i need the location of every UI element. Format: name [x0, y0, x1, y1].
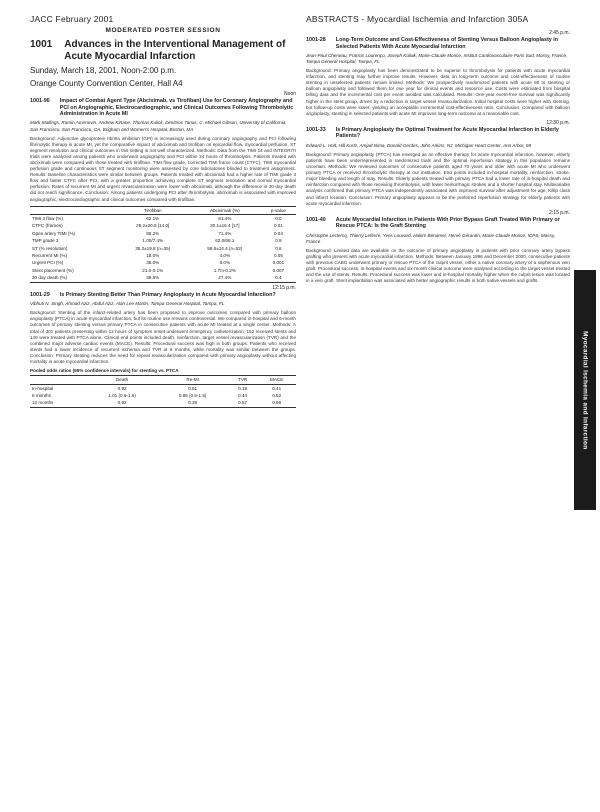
- abstract-body: Background: Primary angioplasty has been demonstrated to be superior to thrombolysis for patients with acute myocardial infarction, and stenting may further improve results. However, data on long-term outcome and cost-effectiveness of routine stenting in unselected patients remain limited. Methods: We prospectively randomized patients with acute MI to stenting or balloon angioplasty and followed them for one year for clinical events and resource use. Costs were estimated from hospital billing data and the incremental cost per event avoided was calculated. Results: One-year event-free survival was significantly higher in the stent group, driven by a reduction in target vessel revascularization. Initial hospital costs were higher with stenting, but follow-up costs were lower, yielding an acceptable incremental cost-effectiveness ratio. Conclusion: Compared with balloon angioplasty, stenting in selected patients with acute MI improves long-term outcome at a reasonable cost.: [306, 68, 570, 116]
- table-cell: 35.0%: [146, 260, 160, 266]
- table-cell: 4.0%: [219, 253, 231, 259]
- abstract-number: 1001-29: [30, 291, 50, 298]
- table-cell: 0.44: [238, 393, 248, 399]
- table-row: [30, 237, 296, 244]
- table-title: Pooled odds ratios (95% confidence intervals) for stenting vs. PTCA: [30, 368, 179, 374]
- table-cell: Stent placement (%): [32, 267, 74, 273]
- table-cell: Urgent PCI (%): [32, 260, 64, 266]
- abstract-time: 12:30 p.m.: [546, 119, 570, 126]
- table-cell: 18.0%: [146, 253, 160, 259]
- abstract-body: Background: Adjunctive glycoprotein IIb/IIIa inhibition (GPI) is increasingly used during coronary angiography and PCI following fibrinolytic therapy in acute MI, yet the comparative impact of abciximab and tirofiban on epicardial flow, myocardial perfusion, ST segment resolution and clinical outcomes in this setting is not well characterized. Methods: Data from the TIMI 14 and INTEGRITI trials were analyzed among patients who underwent angiography and PCI within 24 hours of thrombolysis. Patients treated with abciximab were compared with those treated with tirofiban. TIMI flow grade, corrected TIMI frame count (CTFC), TIMI myocardial perfusion grade and continuous ST segment monitoring were assessed by core laboratories blinded to treatment assignment. Results: Baseline characteristics were similar between groups. Patients treated with abciximab had a higher rate of TIMI grade 3 flow and faster CTFC after PCI, with a greater proportion achieving complete ST segment resolution and normal myocardial perfusion. Rates of recurrent MI and urgent revascularization were lower with abciximab, although the difference in 30-day death did not reach significance. Conclusion: Among patients undergoing PCI after thrombolysis, abciximab is associated with improved angiographic, electrocardiographic and clinical outcomes compared with tirofiban.: [30, 135, 296, 202]
- abstract-title: Acute Myocardial Infarction in Patients With Prior Bypass Graft Treated With Primary or Rescue PTCA: Is the Graft Stenting: [335, 216, 560, 230]
- abstract-authors: Jean-Paul Cheneau, Francis Lourenço, Joseph Kuliak, Marie-Claude Morice, Institut Cardiovasculaire Paris Sud, Massy, France, Tampa General Hospital, Tampa, FL: [306, 52, 568, 64]
- abstract-1001-28: [306, 37, 570, 117]
- abstract-title: Is Primary Stenting Better Than Primary Angioplasty in Acute Myocardial Infarction?: [59, 291, 276, 298]
- table-cell: 81.4%: [218, 216, 232, 222]
- abstract-time: 2:15 p.m.: [549, 209, 570, 216]
- table-header-row: [30, 206, 296, 214]
- table-cell: 30 day death (%): [30, 274, 117, 282]
- table-header-cell: [30, 206, 117, 214]
- table-cell: ST (% resolution): [32, 245, 68, 251]
- abstract-body: Background: Limited data are available on the outcome of primary angioplasty in patients with prior coronary artery bypass grafting who present with acute myocardial infarction. Methods: Between January 1996 and December 2000, consecutive patients with previous CABG underwent primary or rescue PTCA of the culprit vessel, either a native coronary artery or a saphenous vein graft. Procedural success, in-hospital events and six-month clinical outcome were analysed according to the target vessel treated and the use of stents. Results: Procedural success was lower and in-hospital mortality higher when the culprit lesion was located in a vein graft. Stent implantation was associated with better angiographic results in both native vessels and grafts.: [306, 247, 570, 284]
- abstract-title: Is Primary Angioplasty the Optimal Treatment for Acute Myocardial Infarction in Elderly Patients?: [335, 126, 559, 140]
- running-header-right: ABSTRACTS - Myocardial Ischemia and Infarction 305A: [306, 14, 529, 24]
- abstract-number: 1001-28: [306, 37, 326, 44]
- table-cell: 6 months: [32, 393, 51, 399]
- table-row: [30, 384, 296, 392]
- table-cell: 88.2%: [146, 230, 160, 236]
- abstract-authors: Vibhuti N. Singh, Ahmad Aziz, Abdul Aziz, Alan Lee Martin, Tampa General Hospital, Tampa, FL: [30, 301, 225, 307]
- table-cell: TIMI 3 flow (%): [32, 216, 63, 222]
- table-header-cell: Abciximab (%): [189, 206, 261, 214]
- session-datetime: Sunday, March 18, 2001, Noon-2:00 p.m.: [30, 66, 177, 76]
- table-cell: 0.04: [273, 230, 283, 236]
- table-header-cell: Re-MI: [157, 376, 228, 384]
- table-cell: 0.9: [275, 238, 282, 244]
- abstract-authors: Edward L. Holt, Hill Kurtz, Amjad Nima, Donald Gerdes, John Arkins, NJ, Michigan Heart Center, Ann Arbor, MI: [306, 142, 532, 148]
- abstract-authors: Christophe Leclercq, Thierry Lefèvre, Yves Louvard, Hakim Benamer, Hervé Gérardin, Marie-Claude Morice, ICPS, Massy, France: [306, 232, 556, 244]
- table-cell: 0.85 (0.5-1.5): [178, 393, 207, 399]
- table-cell: 36.6%: [117, 274, 189, 282]
- table-cell: 0.41: [272, 385, 282, 391]
- table-cell: 0.51: [188, 385, 198, 391]
- table-cell: 20.1±16.4 [17]: [210, 223, 240, 229]
- table-cell: Open artery TIMI (%): [32, 230, 76, 236]
- abstract-1001-29: [30, 292, 296, 408]
- table-cell: 12 months: [30, 399, 87, 407]
- side-tab-label: Myocardial Ischemia and Infarction: [581, 330, 589, 450]
- table-cell: 8.0%: [219, 260, 231, 266]
- abstract-time: 2:45 p.m.: [549, 30, 570, 36]
- abstract-authors: Mark Stallings, Ramin Amirnovin, Andrew Kirtane, Thomas Kulick, Dimitrios Tanas, C. Michael Gibson, University of California, San Francisco, San Francisco, CA, Brigham and Women's Hospital, Boston, MA: [30, 120, 287, 132]
- table-cell: 71.4%: [218, 230, 232, 236]
- table-cell: 0.92: [87, 399, 158, 407]
- abstract-time: Noon: [284, 91, 296, 98]
- table-row: [30, 267, 296, 274]
- table-cell: 0.29: [157, 399, 228, 407]
- table-row: [30, 222, 296, 229]
- table-cell: 62.0/68.1: [215, 238, 235, 244]
- table-cell: 59.6±14.4 (n=52): [207, 245, 243, 251]
- table-cell: 0.01: [273, 223, 283, 229]
- table-cell: 0.52: [272, 393, 282, 399]
- session-number: 1001: [30, 39, 53, 51]
- odds-ratio-table: [30, 375, 296, 408]
- session-header: [30, 39, 296, 63]
- table-cell: 0.0: [275, 216, 282, 222]
- abstract-number: 1001-40: [306, 216, 326, 223]
- table-cell: 0.4: [261, 274, 296, 282]
- session-label: MODERATED POSTER SESSION: [105, 27, 221, 34]
- table-row: [30, 392, 296, 399]
- table-row: [30, 399, 296, 407]
- outcome-table: [30, 206, 296, 283]
- table-row: [30, 259, 296, 266]
- table-header-cell: [30, 376, 87, 384]
- abstract-time: 12:15 p.m.: [272, 284, 296, 291]
- abstract-number: 1001-33: [306, 126, 326, 133]
- table-row: [30, 252, 296, 259]
- abstract-number: 1001-96: [30, 98, 50, 105]
- table-cell: 1.00/7.4%: [142, 238, 164, 244]
- table-cell: 25.2±20.8 [14.0]: [136, 223, 170, 229]
- running-header-left: JACC February 2001: [30, 14, 114, 24]
- abstract-body: Background: Primary angioplasty (PTCA) has emerged as an effective therapy for acute myocardial infarction, however, elderly patients have been underrepresented in randomized trials and the optimal reperfusion strategy in this population remains uncertain. Methods: We reviewed outcomes of consecutive patients aged 70 years and older with acute MI who underwent primary PTCA or received thrombolytic therapy at our institution. End points included in-hospital mortality, reinfarction, stroke, major bleeding and length of stay. Results: Elderly patients treated with primary PTCA had a lower rate of in-hospital death and reinfarction compared with those receiving thrombolysis, with fewer hemorrhagic strokes and a shorter hospital stay. Multivariable analysis confirmed that primary PTCA was independently associated with improved survival after adjustment for age, Killip class and infarct location. Conclusion: Primary angioplasty appears to be the preferred reperfusion strategy for elderly patients with acute myocardial infarction.: [306, 151, 570, 206]
- abstract-1001-40: [306, 217, 570, 285]
- table-cell: 35.2±19.8 (n=35): [135, 245, 171, 251]
- table-row: [30, 245, 296, 252]
- table-cell: TMP grade 3: [32, 238, 59, 244]
- table-cell: 0.92: [117, 385, 127, 391]
- session-title: Advances in the Interventional Management of Acute Myocardial Infarction: [64, 39, 286, 63]
- table-header-cell: MACE: [257, 376, 296, 384]
- table-header-cell: Tirofiban: [117, 206, 189, 214]
- table-cell: 0.19: [238, 385, 248, 391]
- table-cell: 0.05: [273, 253, 283, 259]
- abstract-body: Background: Stenting of the infarct-related artery has been proposed to improve outcomes compared with primary balloon angioplasty (PTCA) in acute myocardial infarction, but its routine use remains controversial. We compared in-hospital and 6-month outcomes of primary stenting versus primary PTCA in consecutive patients with acute MI treated at a single center. Methods: A total of 301 patients presenting within 12 hours of symptom onset underwent emergency catheterization; 152 received stents and 149 were treated with PTCA alone. Clinical end points included death, reinfarction, target vessel revascularization (TVR) and the combined major adverse cardiac events (MACE). Results: Procedural success was high in both groups. Patients who received stents had a lower incidence of recurrent ischemia and TVR at 6 months, while mortality was similar between the groups. Conclusion: Primary stenting reduces the need for repeat revascularization compared with primary angioplasty without affecting mortality in acute myocardial infarction.: [30, 310, 296, 365]
- table-cell: 0.68: [257, 399, 296, 407]
- table-cell: 27.4%: [189, 274, 261, 282]
- table-cell: 0.007: [272, 267, 285, 273]
- table-cell: 0.001: [272, 260, 285, 266]
- table-row: [30, 230, 296, 237]
- table-header-cell: p-value: [261, 206, 296, 214]
- table-cell: 1.7m-0.2%: [213, 267, 236, 273]
- table-header-row: [30, 376, 296, 384]
- table-cell: 0.6: [275, 245, 282, 251]
- session-location: Orange County Convention Center, Hall A4: [30, 79, 183, 89]
- table-cell: In-hospital: [32, 385, 54, 391]
- table-header-cell: Death: [87, 376, 158, 384]
- table-row: [30, 215, 296, 223]
- abstract-1001-33: [306, 127, 570, 207]
- section-side-tab: [574, 270, 596, 510]
- abstract-1001-96: [30, 98, 296, 283]
- left-column: [30, 28, 296, 408]
- table-cell: 0.57: [228, 399, 257, 407]
- abstract-title: Impact of Combat Agent Type (Abciximab, vs Tirofiban) Use for Coronary Angiography and PCI on Angiographic, Electrocardiographic, and Clinical Outcomes Following Thrombolytic Administration in Acute MI: [59, 98, 294, 117]
- abstract-title: Long-Term Outcome and Cost-Effectiveness of Stenting Versus Balloon Angioplasty in Selected Patients With Acute Myocardial Infarction: [335, 37, 559, 50]
- right-column: [306, 28, 570, 287]
- table-cell: 21.0-0.1%: [142, 267, 164, 273]
- table-cell: Recurrent MI (%): [32, 253, 67, 259]
- table-cell: CTFC (frames): [32, 223, 63, 229]
- table-row: [30, 274, 296, 282]
- table-cell: 62.1%: [146, 216, 160, 222]
- table-header-cell: TVR: [228, 376, 257, 384]
- table-cell: 1.01 (0.6-1.6): [108, 393, 136, 399]
